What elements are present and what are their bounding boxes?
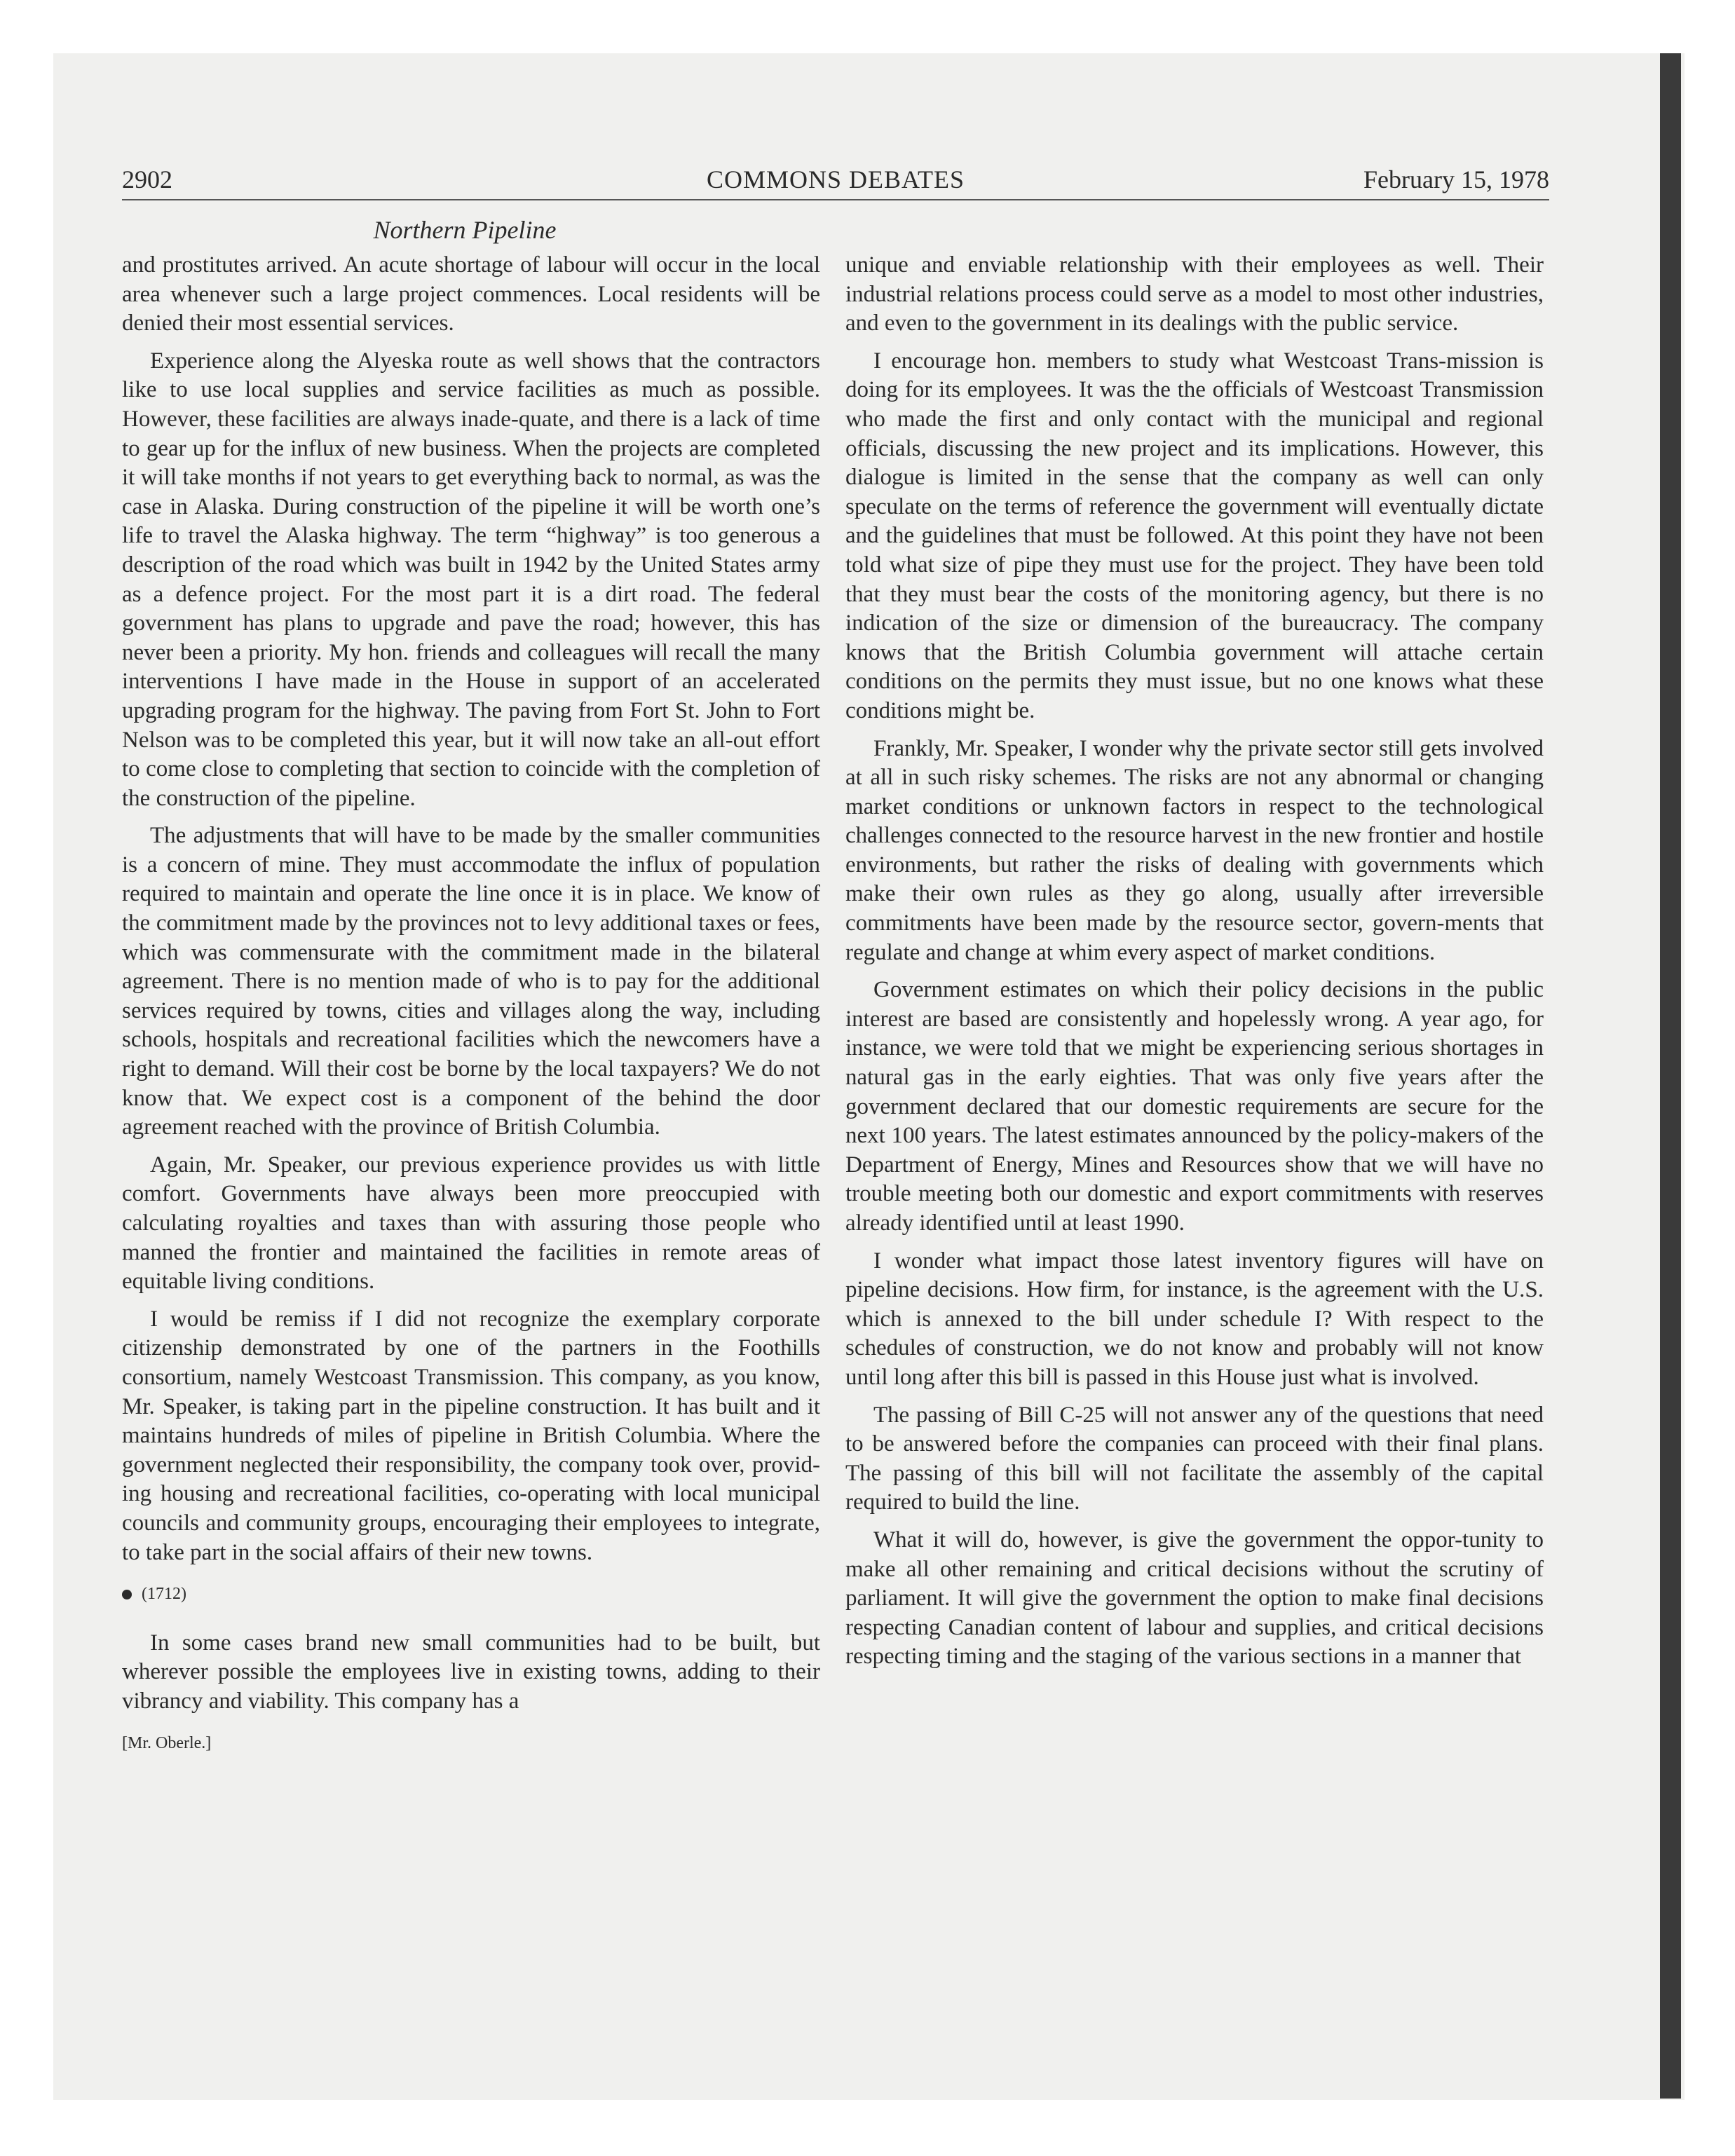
page-header (122, 160, 1549, 200)
right-column (845, 251, 1544, 1680)
scan-edge-bar (1660, 53, 1681, 2099)
page-date: February 15, 1978 (1363, 165, 1549, 193)
paragraph: What it will do, however, is give the government the oppor-tunity to make all other remaining and critical decisions without the scrutiny of parliament. It will give the government the option to make final decisions respecting Canadian content of labour and supplies, and critical decisions respecting timing and the staging of the various sections in a manner that (845, 1527, 1544, 1670)
paragraph: Frankly, Mr. Speaker, I wonder why the private sector still gets involved at all in such risky schemes. The risks are not any abnormal or changing market conditions or unknown factors in respect to the technological challenges connected to the resource harvest in the new frontier and hostile environments, but rather the risks of dealing with governments which make their own rules as they go along, usually after irreversible commitments have been made by the resource sector, govern-ments that regulate and change at whim every aspect of market conditions. (845, 735, 1544, 965)
paragraph: and prostitutes arrived. An acute shortage of labour will occur in the local area whenever such a large project commences. Local residents will be denied their most essential services. (122, 252, 820, 336)
paragraph: In some cases brand new small communities had to be built, but wherever possible the employees live in existing towns, adding to their vibrancy and viability. This company has a (122, 1630, 820, 1714)
left-column (122, 251, 820, 1758)
paragraph: I encourage hon. members to study what Westcoast Trans-mission is doing for its employees. It was the the officials of Westcoast Transmission who made the first and only contact with the municipal and regional officials, discussing the new project and its implications. However, this dialogue is limited in the sense that the company as well can only speculate on the terms of reference the government will eventually dictate and the guidelines that must be followed. At this point they have not been told what size of pipe they must use for the project. They have been told that they must bear the costs of the monitoring agency, but there is no indication of the size or dimension of the bureaucracy. The company knows that the British Columbia government will attache certain conditions on the permits they must issue, but no one knows what these conditions might be. (845, 348, 1544, 723)
paragraph: Government estimates on which their policy decisions in the public interest are based are consistently and hopelessly wrong. A year ago, for instance, we were told that we might be experiencing serious shortages in natural gas in the early eighties. That was only five years after the government declared that our domestic requirements are secure for the next 100 years. The latest estimates announced by the policy-makers of the Department of Energy, Mines and Resources show that we will have no trouble meeting both our domestic and export commitments with reserves already identified until at least 1990. (845, 977, 1544, 1236)
timestamp (122, 1580, 820, 1609)
timestamp-text: (1712) (142, 1585, 186, 1604)
page-number: 2902 (122, 165, 172, 193)
bullet-icon (122, 1590, 132, 1599)
paragraph: Experience along the Alyeska route as well shows that the contractors like to use local supplies and service facilities as much as possible. However, these facilities are always inade-quate, and there is a lack of time to gear up for the influx of new business. When the projects are completed it will take months if not years to get everything back to normal, as was the case in Alaska. During construction of the pipeline it will be worth one’s life to travel the Alaska highway. The term “highway” is too generous a description of the road which was built in 1942 by the United States army as a defence project. For the most part it is a dirt road. The federal government has plans to upgrade and pave the road; however, this has never been a priority. My hon. friends and colleagues will recall the many interventions I have made in the House in support of an accelerated upgrading program for the highway. The paving from Fort St. John to Fort Nelson was to be completed this year, but it will now take an all-out effort to come close to completing that section to coincide with the completion of the construction of the pipeline. (122, 348, 820, 811)
paragraph: The passing of Bill C-25 will not answer any of the questions that need to be answered before the companies can proceed with their final plans. The passing of this bill will not facilitate the assembly of the capital required to build the line. (845, 1402, 1544, 1515)
speaker-note: [Mr. Oberle.] (122, 1733, 212, 1752)
paragraph: The adjustments that will have to be made by the smaller communities is a concern of mine. They must accommodate the influx of population required to maintain and operate the line once it is in place. We know of the commitment made by the provinces not to levy additional taxes or fees, which was commensurate with the commitment made in the bilateral agreement. There is no mention made of who is to pay for the additional services required by towns, cities and villages along the way, including schools, hospitals and recreational facilities which the newcomers have a right to demand. Will their cost be borne by the local taxpayers? We do not know that. We expect cost is a component of the behind the door agreement reached with the province of British Columbia. (122, 823, 820, 1140)
paragraph: I wonder what impact those latest inventory figures will have on pipeline decisions. How firm, for instance, is the agreement with the U.S. which is annexed to the bill under schedule I? With respect to the schedules of construction, we do not know and probably will not know until long after this bill is passed in this House just what is involved. (845, 1248, 1544, 1390)
section-title: Northern Pipeline (373, 216, 557, 244)
paragraph: Again, Mr. Speaker, our previous experience provides us with little comfort. Governments have always been more preoccupied with calculating royalties and taxes than with assuring those people who manned the frontier and maintained the facilities in remote areas of equitable living conditions. (122, 1152, 820, 1295)
paragraph: I would be remiss if I did not recognize the exemplary corporate citizenship demonstrated by one of the partners in the Foothills consortium, namely Westcoast Transmission. This company, as you know, Mr. Speaker, is taking part in the pipeline construction. It has built and it maintains hundreds of miles of pipeline in British Columbia. Where the government neglected their responsibility, the company took over, provid-ing housing and recreational facilities, co-operating with local municipal councils and community groups, encouraging their employees to integrate, to take part in the social affairs of their new towns. (122, 1306, 820, 1565)
paragraph: unique and enviable relationship with their employees as well. Their industrial relations process could serve as a model to most other industries, and even to the government in its dealings with the public service. (845, 252, 1544, 336)
publication-title: COMMONS DEBATES (706, 165, 965, 193)
